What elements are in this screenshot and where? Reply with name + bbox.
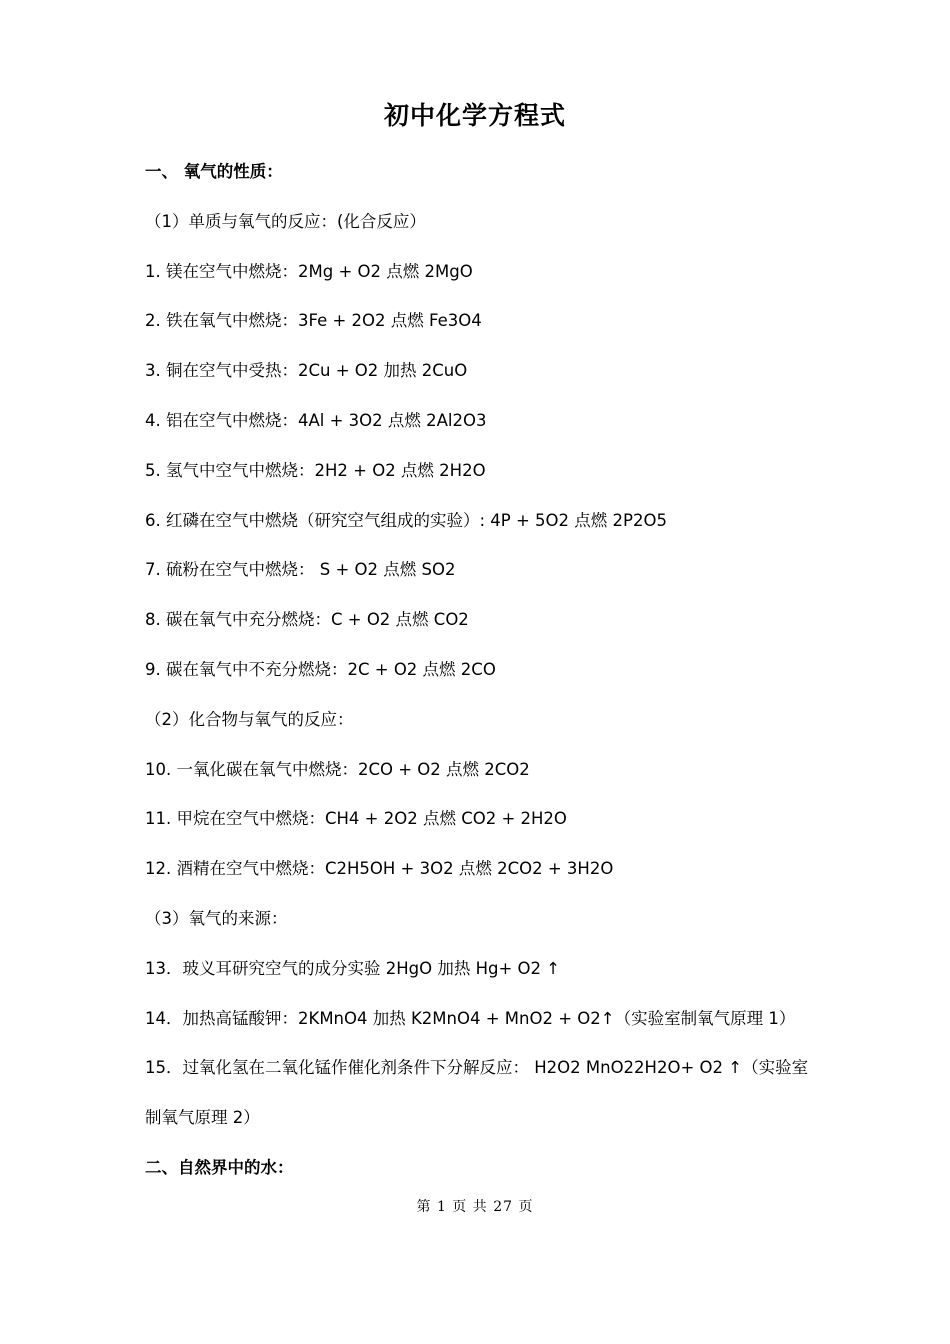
equation-line: 8. 碳在氧气中充分燃烧：C + O2 点燃 CO2 <box>145 610 469 630</box>
equation-line: 13．玻义耳研究空气的成分实验 2HgO 加热 Hg+ O2 ↑ <box>145 958 561 978</box>
section-heading: 一、 氧气的性质： <box>145 162 283 181</box>
document-title: 初中化学方程式 <box>383 101 566 130</box>
equation-line: 15．过氧化氢在二氧化锰作催化剂条件下分解反应： H2O2 MnO22H2O+ O2 ↑（实验室 <box>145 1058 809 1078</box>
equation-line: 2. 铁在氧气中燃烧：3Fe + 2O2 点燃 Fe3O4 <box>145 311 482 331</box>
document-body <box>145 157 835 1203</box>
equation-line: 3. 铜在空气中受热：2Cu + O2 加热 2CuO <box>145 361 468 381</box>
equation-line: 5. 氢气中空气中燃烧：2H2 + O2 点燃 2H2O <box>145 460 486 480</box>
equation-line: 7. 硫粉在空气中燃烧： S + O2 点燃 SO2 <box>145 560 456 580</box>
subsection-heading: （3）氧气的来源： <box>145 908 288 928</box>
equation-line: 1. 镁在空气中燃烧：2Mg + O2 点燃 2MgO <box>145 261 473 281</box>
equation-line: 4. 铝在空气中燃烧：4Al + 3O2 点燃 2Al2O3 <box>145 410 487 430</box>
equation-line: 6. 红磷在空气中燃烧（研究空气组成的实验）: 4P + 5O2 点燃 2P2O5 <box>145 510 667 530</box>
section-heading: 二、自然界中的水： <box>145 1157 294 1177</box>
equation-line: 11. 甲烷在空气中燃烧：CH4 + 2O2 点燃 CO2 + 2H2O <box>145 809 567 829</box>
equation-line: 12. 酒精在空气中燃烧：C2H5OH + 3O2 点燃 2CO2 + 3H2O <box>145 859 614 879</box>
equation-line: 9. 碳在氧气中不充分燃烧：2C + O2 点燃 2CO <box>145 659 496 679</box>
subsection-heading: （1）单质与氧气的反应：(化合反应） <box>145 211 426 231</box>
equation-line-continuation: 制氧气原理 2） <box>145 1108 260 1128</box>
equation-line: 10. 一氧化碳在氧气中燃烧：2CO + O2 点燃 2CO2 <box>145 759 530 779</box>
subsection-heading: （2）化合物与氧气的反应： <box>145 709 354 729</box>
page-footer: 第 1 页 共 27 页 <box>416 1199 534 1215</box>
equation-line: 14．加热高锰酸钾：2KMnO4 加热 K2MnO4 + MnO2 + O2↑（实验室制氧气原理 1） <box>145 1008 796 1028</box>
